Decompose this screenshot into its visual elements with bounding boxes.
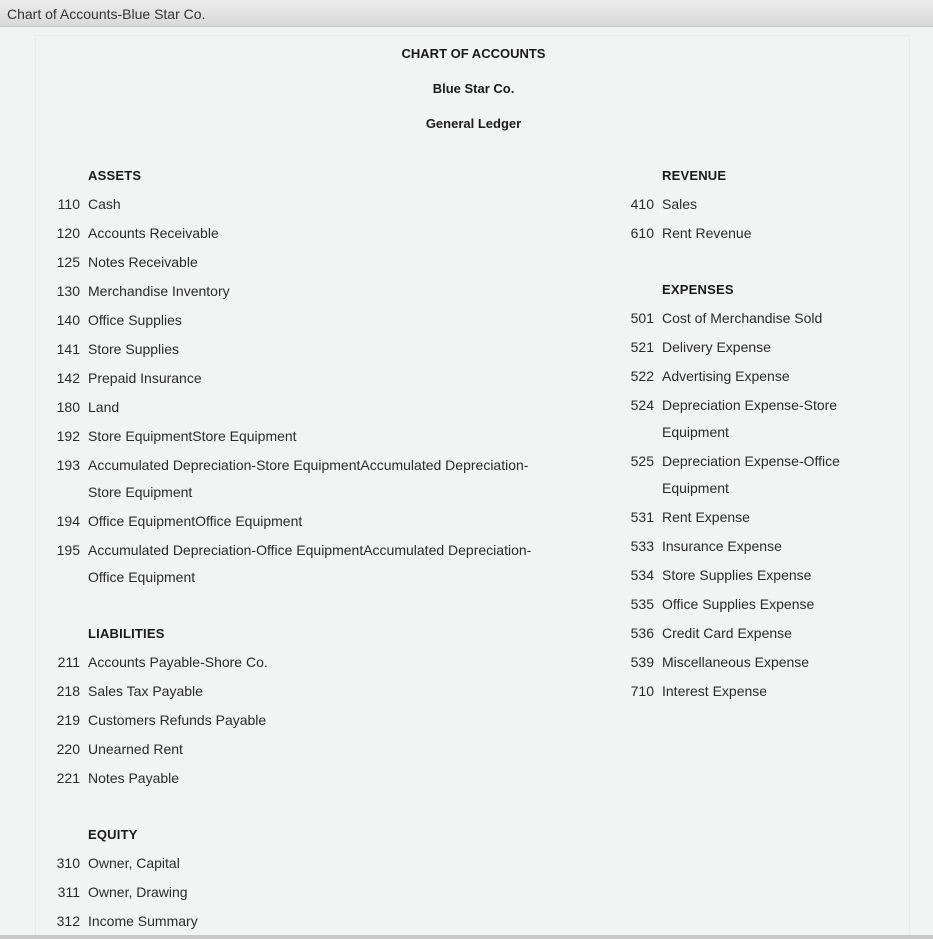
account-name: Depreciation Expense-Store Equipment	[662, 397, 838, 440]
account-number: 195	[56, 542, 80, 558]
section-title-revenue: REVENUE	[662, 168, 727, 183]
account-row	[56, 423, 297, 450]
section-title-equity: EQUITY	[88, 827, 138, 842]
account-number: 140	[56, 312, 80, 328]
account-name: Interest Expense	[662, 683, 768, 699]
account-number: 531	[630, 509, 654, 525]
account-name: Income Summary	[88, 913, 198, 929]
account-name: Customers Refunds Payable	[88, 712, 267, 728]
account-name: Office Supplies Expense	[662, 596, 815, 612]
account-name: Advertising Expense	[662, 368, 790, 384]
account-number: 120	[56, 225, 80, 241]
account-row	[630, 334, 771, 361]
account-row	[56, 537, 563, 591]
account-name: Rent Expense	[662, 509, 750, 525]
account-name: Miscellaneous Expense	[662, 654, 810, 670]
account-number: 180	[56, 399, 80, 415]
account-name: Depreciation Expense-Office Equipment	[662, 453, 840, 496]
account-row	[630, 591, 815, 618]
account-number: 141	[56, 341, 80, 357]
account-number: 130	[56, 283, 80, 299]
account-number: 501	[630, 310, 654, 326]
account-name: Insurance Expense	[662, 538, 782, 554]
account-row	[56, 508, 303, 535]
account-row	[630, 191, 698, 218]
account-number: 310	[56, 855, 80, 871]
account-name: Accumulated Depreciation-Store EquipmentAccumulated Depreciation-Store Equipment	[88, 457, 529, 500]
account-number: 534	[630, 567, 654, 583]
account-number: 218	[56, 683, 80, 699]
account-name: Unearned Rent	[88, 741, 183, 757]
account-row	[630, 649, 810, 676]
account-name: Sales	[662, 196, 698, 212]
account-name: Merchandise Inventory	[88, 283, 230, 299]
page-title: CHART OF ACCOUNTS	[401, 46, 546, 61]
account-name: Cost of Merchandise Sold	[662, 310, 823, 326]
account-row	[630, 363, 790, 390]
account-name: Prepaid Insurance	[88, 370, 202, 386]
account-number: 219	[56, 712, 80, 728]
account-number: 194	[56, 513, 80, 529]
section-title-expenses: EXPENSES	[662, 282, 734, 297]
account-number: 311	[57, 884, 80, 900]
account-row	[56, 908, 198, 935]
account-name: Credit Card Expense	[662, 625, 792, 641]
account-row	[630, 305, 823, 332]
account-row	[57, 879, 188, 906]
company-name: Blue Star Co.	[432, 81, 515, 96]
account-number: 539	[630, 654, 654, 670]
account-name: Accumulated Depreciation-Office EquipmentAccumulated Depreciation-Office Equipment	[88, 542, 532, 585]
account-row	[630, 392, 842, 446]
account-number: 125	[56, 254, 80, 270]
account-number: 524	[630, 397, 654, 413]
account-name: Store Supplies Expense	[662, 567, 812, 583]
account-row	[630, 562, 812, 589]
account-number: 536	[630, 625, 654, 641]
account-row	[56, 394, 120, 421]
account-number: 533	[630, 538, 654, 554]
account-name: Cash	[88, 196, 121, 212]
account-name: Sales Tax Payable	[88, 683, 203, 699]
account-number: 610	[630, 225, 654, 241]
account-name: Notes Receivable	[88, 254, 198, 270]
account-name: Owner, Capital	[88, 855, 180, 871]
account-name: Notes Payable	[88, 770, 180, 786]
account-row	[630, 504, 750, 531]
bottom-border	[0, 935, 933, 939]
account-name: Accounts Receivable	[88, 225, 219, 241]
account-name: Store Supplies	[88, 341, 180, 357]
account-row	[56, 736, 183, 763]
account-row	[56, 365, 202, 392]
account-number: 312	[56, 913, 80, 929]
account-number: 521	[630, 339, 654, 355]
account-row	[56, 249, 198, 276]
account-row	[57, 191, 121, 218]
account-row	[630, 220, 752, 247]
window-title: Chart of Accounts-Blue Star Co.	[7, 6, 206, 22]
account-number: 193	[56, 457, 80, 473]
account-row	[56, 850, 180, 877]
account-row	[630, 533, 782, 560]
account-name: Accounts Payable-Shore Co.	[88, 654, 268, 670]
account-number: 525	[630, 453, 654, 469]
account-name: Owner, Drawing	[88, 884, 188, 900]
window-titlebar	[0, 0, 933, 27]
account-name: Land	[88, 399, 120, 415]
account-number: 710	[630, 683, 654, 699]
account-number: 535	[630, 596, 654, 612]
account-row	[56, 765, 180, 792]
account-row	[56, 278, 230, 305]
account-name: Store EquipmentStore Equipment	[88, 428, 297, 444]
account-number: 221	[56, 770, 80, 786]
account-row	[56, 220, 219, 247]
account-number: 220	[56, 741, 80, 757]
account-row	[56, 307, 182, 334]
account-number: 211	[57, 654, 80, 670]
account-row	[56, 707, 267, 734]
chart-of-accounts-panel	[35, 35, 910, 939]
account-row	[630, 678, 768, 705]
account-row	[56, 452, 558, 506]
account-row	[630, 448, 842, 502]
section-title-liabilities: LIABILITIES	[88, 626, 165, 641]
account-row	[56, 336, 180, 363]
account-number: 110	[57, 196, 80, 212]
account-row	[56, 678, 203, 705]
ledger-name: General Ledger	[425, 116, 522, 131]
account-name: Delivery Expense	[662, 339, 771, 355]
account-row	[630, 620, 792, 647]
section-title-assets: ASSETS	[88, 168, 142, 183]
account-name: Office Supplies	[88, 312, 182, 328]
account-number: 192	[56, 428, 80, 444]
account-name: Rent Revenue	[662, 225, 752, 241]
account-number: 142	[56, 370, 80, 386]
account-row	[57, 649, 268, 676]
account-name: Office EquipmentOffice Equipment	[88, 513, 303, 529]
account-number: 410	[630, 196, 654, 212]
account-number: 522	[630, 368, 654, 384]
